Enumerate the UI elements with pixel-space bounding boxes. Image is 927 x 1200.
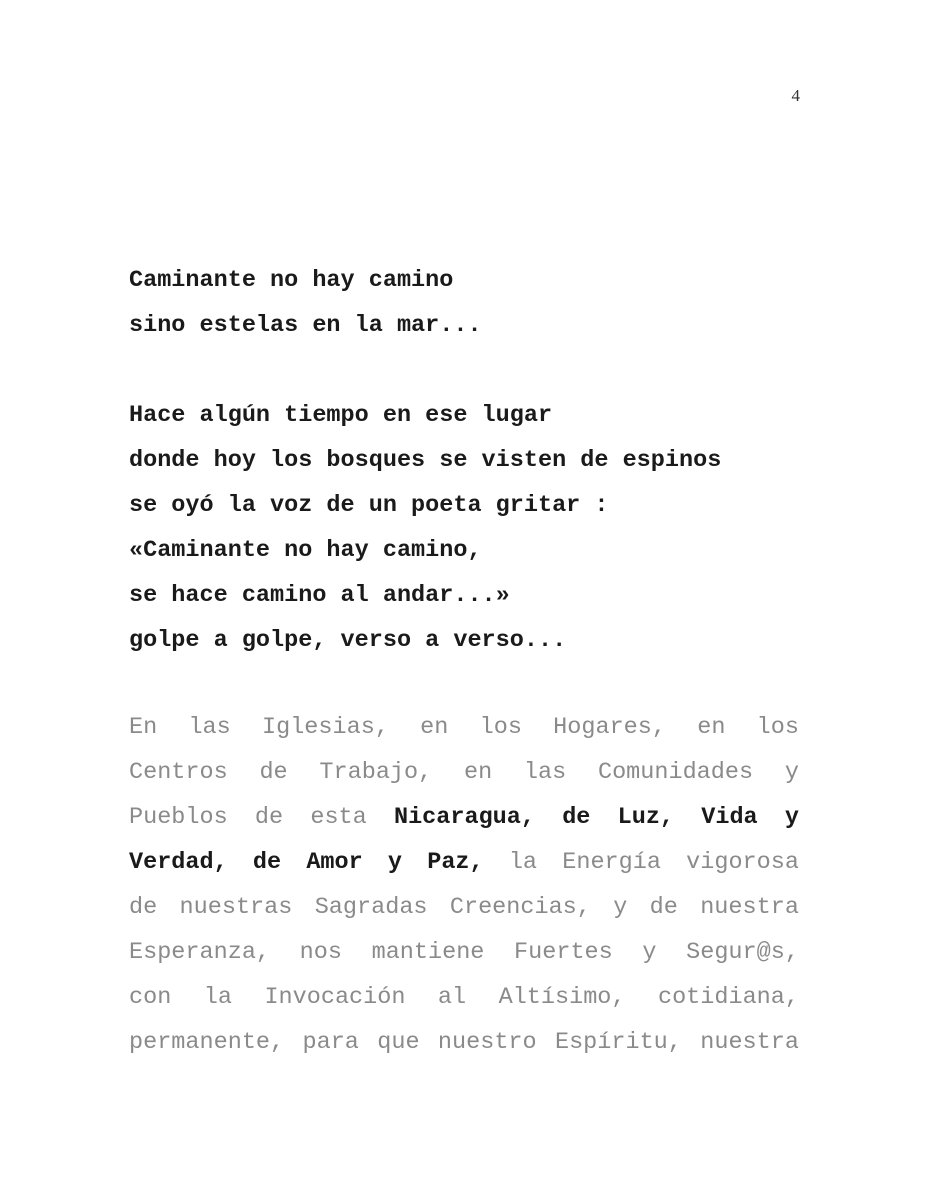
poem-block [129,258,829,663]
paragraph-word: para [302,1029,359,1056]
paragraph-word: nos [299,939,342,966]
paragraph-line [129,795,799,840]
paragraph-word: Amor [306,849,363,876]
paragraph-word: de [254,804,284,831]
paragraph-word: Invocación [264,984,406,1011]
paragraph-word: los [479,714,522,741]
paragraph-word: y [784,759,799,786]
paragraph-line [129,930,799,975]
poem-line: donde hoy los bosques se visten de espinos [129,447,722,474]
paragraph-word: Verdad, [129,849,228,876]
paragraph-word: en [463,759,493,786]
paragraph-word: y [784,804,799,831]
paragraph-word: mantiene [371,939,485,966]
paragraph-word: Hogares, [553,714,666,741]
paragraph-line [129,975,799,1020]
paragraph-word: de [129,894,158,921]
paragraph-line [129,750,799,795]
paragraph-word: las [188,714,231,741]
paragraph-word: Paz, [427,849,484,876]
paragraph-word: permanente, [129,1029,285,1056]
paragraph-line [129,1020,799,1065]
paragraph-word: Creencias, [449,894,591,921]
poem-line: se hace camino al andar...» [129,582,510,609]
paragraph-word: Trabajo, [319,759,433,786]
paragraph-word: al [437,984,467,1011]
poem-line: se oyó la voz de un poeta gritar : [129,492,609,519]
paragraph-word: y [613,894,628,921]
paragraph-word: Sagradas [314,894,428,921]
paragraph-word: las [523,759,567,786]
poem-line: «Caminante no hay camino, [129,537,482,564]
paragraph-line [129,885,799,930]
paragraph-word: Luz, [617,804,675,831]
paragraph-word: Centros [129,759,228,786]
paragraph-word: con [129,984,172,1011]
paragraph-word: de [252,849,282,876]
paragraph-word: que [377,1029,420,1056]
paragraph-word: nuestras [179,894,293,921]
paragraph-word: la [203,984,232,1011]
paragraph-word: y [642,939,657,966]
body-paragraph [129,705,799,1065]
paragraph-word: Espíritu, [554,1029,682,1056]
paragraph-word: Esperanza, [129,939,271,966]
paragraph-word: Segur@s, [686,939,799,966]
paragraph-word: y [387,849,403,876]
paragraph-word: Comunidades [597,759,754,786]
paragraph-word: de [562,804,591,831]
paragraph-word: esta [310,804,367,831]
paragraph-word: Altísimo, [498,984,626,1011]
paragraph-word: nuestra [700,894,799,921]
poem-line: golpe a golpe, verso a verso... [129,627,567,654]
paragraph-word: de [649,894,678,921]
paragraph-word: Iglesias, [262,714,389,741]
paragraph-word: en [420,714,449,741]
paragraph-word: nuestra [700,1029,799,1056]
paragraph-word: de [259,759,288,786]
paragraph-line [129,840,799,885]
page-number: 4 [791,86,800,105]
poem-line: Caminante no hay camino [129,267,454,294]
paragraph-word: nuestro [437,1029,537,1056]
paragraph-word: Energía [562,849,661,876]
paragraph-line [129,705,799,750]
poem-line: sino estelas en la mar... [129,312,482,339]
paragraph-word: en [697,714,726,741]
stanza-gap [129,348,829,393]
paragraph-word: Fuertes [514,939,613,966]
paragraph-word: vigorosa [686,849,799,876]
paragraph-word: la [508,849,538,876]
paragraph-word: Vida [701,804,758,831]
paragraph-word: En [129,714,158,741]
paragraph-word: cotidiana, [657,984,799,1011]
paragraph-word: Pueblos [129,804,228,831]
poem-line: Hace algún tiempo en ese lugar [129,402,553,429]
paragraph-word: los [756,714,799,741]
paragraph-word: Nicaragua, [393,804,535,831]
